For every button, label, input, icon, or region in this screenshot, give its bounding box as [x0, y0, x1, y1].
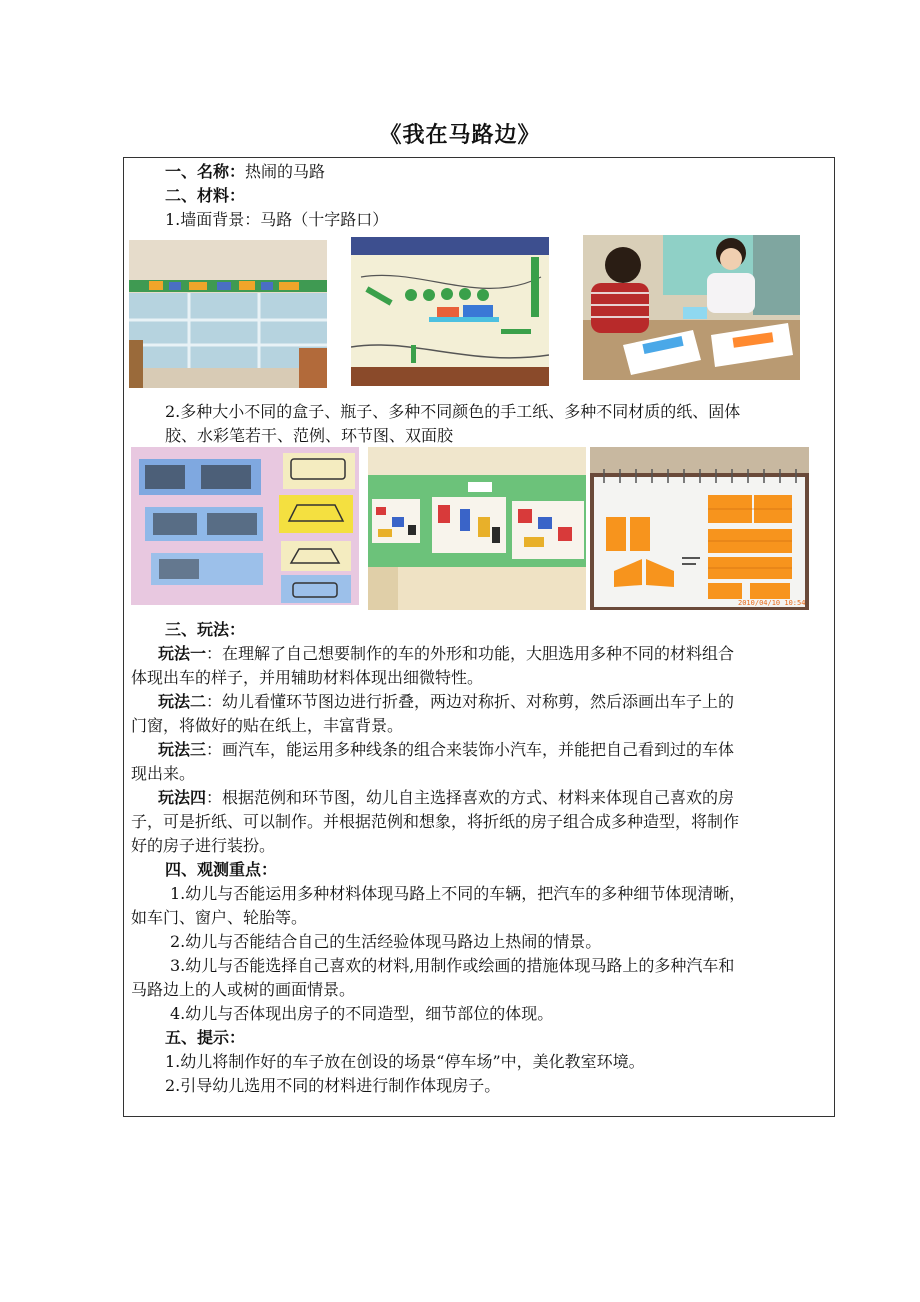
children-working-photo: [583, 235, 800, 380]
play-4-line-2: 子，可是折纸、可以制作。并根据范例和想象，将折纸的房子组合成多种造型，将制作: [131, 812, 740, 831]
activity-name: 热闹的马路: [245, 162, 326, 181]
document-title: 《我在马路边》: [379, 122, 541, 148]
play-4-label: 玩法四: [158, 788, 207, 807]
play-3-label: 玩法三: [158, 740, 207, 759]
material-item-2-line-1: 2.多种大小不同的盒子、瓶子、多种不同颜色的手工纸、多种不同材质的纸、固体: [165, 402, 741, 421]
children-drawings-photo: [368, 447, 586, 610]
pattern-cards-photo: [131, 447, 359, 605]
play-4-line-3: 好的房子进行装扮。: [131, 836, 276, 855]
play-3-text: ：画汽车，能运用多种线条的组合来装饰小汽车，并能把自己看到过的车体: [206, 740, 735, 759]
play-3-line-2: 现出来。: [131, 764, 196, 783]
play-3-line-1: [158, 738, 734, 762]
section-4-heading: 四、观测重点：: [165, 860, 278, 879]
origami-houses-photo: [590, 447, 809, 610]
focus-3-line-1: 3.幼儿与否能选择自己喜欢的材料,用制作或绘画的措施体现马路上的多种汽车和: [170, 956, 735, 975]
play-1-text: ：在理解了自己想要制作的车的外形和功能，大胆选用多种不同的材料组合: [206, 644, 735, 663]
focus-1-line-1: 1.幼儿与否能运用多种材料体现马路上不同的车辆，把汽车的多种细节体现清晰，: [170, 884, 746, 903]
play-4-text: ：根据范例和环节图，幼儿自主选择喜欢的方式、材料来体现自己喜欢的房: [206, 788, 735, 807]
section-2-heading: 二、材料：: [165, 186, 246, 205]
tip-2: 2.引导幼儿选用不同的材料进行制作体现房子。: [165, 1076, 501, 1095]
road-scene-photo: [351, 237, 549, 386]
focus-3-line-2: 马路边上的人或树的画面情景。: [131, 980, 356, 999]
play-2-line-1: [158, 690, 734, 714]
focus-2: 2.幼儿与否能结合自己的生活经验体现马路边上热闹的情景。: [170, 932, 602, 951]
material-item-2-line-2: 胶、水彩笔若干、范例、环节图、双面胶: [165, 426, 454, 445]
material-item-1: 1.墙面背景：马路（十字路口）: [165, 210, 389, 229]
play-1-line-1: [158, 642, 734, 666]
tip-1: 1.幼儿将制作好的车子放在创设的场景“停车场”中，美化教室环境。: [165, 1052, 645, 1071]
play-2-text: ：幼儿看懂环节图边进行折叠，两边对称折、对称剪，然后添画出车子上的: [206, 692, 735, 711]
section-5-heading: 五、提示：: [165, 1028, 246, 1047]
focus-4: 4.幼儿与否体现出房子的不同造型，细节部位的体现。: [170, 1004, 554, 1023]
play-2-label: 玩法二: [158, 692, 207, 711]
wall-road-photo: [129, 240, 327, 388]
play-4-line-1: [158, 786, 734, 810]
play-1-label: 玩法一: [158, 644, 207, 663]
play-1-line-2: 体现出车的样子，并用辅助材料体现出细微特性。: [131, 668, 484, 687]
focus-1-line-2: 如车门、窗户、轮胎等。: [131, 908, 308, 927]
section-1-heading: 一、名称：: [165, 162, 246, 181]
photo-timestamp: 2010/04/10 10:54: [738, 599, 806, 607]
section-name: [165, 160, 325, 184]
section-3-heading: 三、玩法：: [165, 620, 246, 639]
play-2-line-2: 门窗，将做好的贴在纸上，丰富背景。: [131, 716, 404, 735]
